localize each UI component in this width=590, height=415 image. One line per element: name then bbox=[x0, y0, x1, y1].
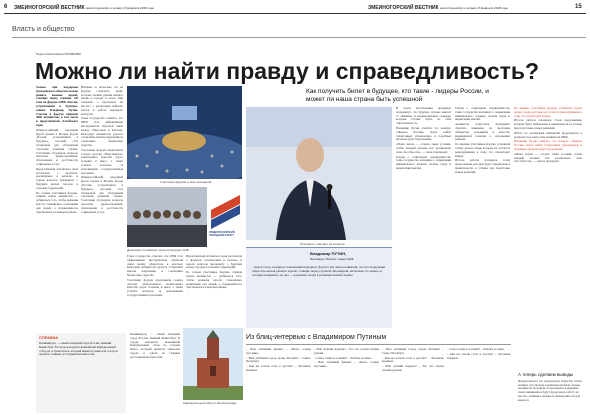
putin-photo bbox=[246, 107, 392, 240]
byline: Подготовила Ирина ПОЛЯКОВА bbox=[36, 52, 81, 56]
onf-logo bbox=[207, 190, 244, 245]
section-rule bbox=[12, 37, 586, 38]
col1-paragraph: Представители Алтайского края рассказали о проектах, реализуемых в регионе, и задали вопросы президенту о будущем малых городов и сельских территорий. bbox=[36, 166, 78, 190]
col3-paragraph: Глава государства отметил, что ОНФ стал эффективным инструментом обратной связи между обществом и властью. Благодаря активистам удалось остановить многие нарушения и сэкономить бюджетные средства. bbox=[127, 255, 183, 277]
masthead-right bbox=[368, 5, 508, 11]
blitz-item: – Кем вы хотели стать в детстве? – Летчиком, моряком. bbox=[447, 351, 511, 360]
page-number-left: 6 bbox=[4, 4, 8, 10]
delegation-caption: Делегация Алтайского края на форуме ОНФ bbox=[127, 248, 189, 252]
right-column-3 bbox=[514, 107, 582, 367]
info-sidebar-title: СПРАВКА bbox=[39, 335, 59, 340]
right-paragraph: По мнению участников форума, успешной страну делают люди, которые не остаются равнодушными к тому, что происходит вокруг. bbox=[455, 142, 510, 158]
quote-title: Президент России, лидер ОНФ bbox=[310, 257, 354, 261]
putin-illustration bbox=[246, 107, 392, 240]
right-paragraph: «Наша задача — создать такие условия, чтобы каждый человек мог реализовать свои способности», — сказал президент. bbox=[514, 151, 582, 164]
right-paragraph: Владимир Путин отметил, что конкурс «Лидеры России» помог найти талантливых управленцев, и подобные проекты будут продолжены. bbox=[396, 125, 451, 142]
masthead-left-info: www.zmgvestnik.ru четверг, 8 февраля 2018 года bbox=[85, 6, 154, 10]
right-paragraph-red: По мнению участников форума, успешной страну делают люди, которые не остаются равнодушными к тому, что происходит вокруг. bbox=[514, 107, 582, 118]
right-paragraph: Говоря о социальной справедливости, глава государства напомнил о повышении минимального размера оплаты труда и индексации пенсий. bbox=[455, 107, 510, 122]
info-sidebar bbox=[36, 333, 126, 413]
headline: Можно ли найти правду и справедливость? bbox=[35, 58, 540, 84]
col4-paragraph: Представители Алтайского края рассказали о проектах, реализуемых в регионе, и задали вопросы президенту о будущем малых городов и сельских территорий. bbox=[186, 255, 242, 270]
blitz-column-4 bbox=[447, 348, 511, 413]
blitz-rule bbox=[246, 344, 511, 345]
cathedral-illustration bbox=[183, 328, 243, 400]
blitz-item: – Самое главное в жизни? – Любовь и семья. bbox=[447, 348, 505, 351]
right-paragraph: Итогом работы площадок стали предложения, которые будут направлены в правительство и учтены при подготовке новых решений. bbox=[514, 118, 582, 130]
right-column-1 bbox=[396, 107, 451, 317]
column-4 bbox=[186, 255, 242, 327]
blitz-item: – Ваш любимый город, кроме Москвы? – Санкт-Петербург. bbox=[382, 348, 444, 355]
putin-caption: Президент отвечает на вопросы bbox=[300, 242, 345, 246]
info-sidebar-col2 bbox=[130, 333, 180, 413]
col1-paragraph: Общероссийский народный фронт провел в Москве форум «Россия, устремленная в будущее», который стал площадкой для обсуждения стратегии развития страны. Участники обсуждали вопросы экологии, здравоохранения, образования и доступности социальных услуг. bbox=[36, 127, 78, 166]
cathedral-caption: Кафедральный собор в Калининграде bbox=[183, 401, 237, 405]
lead-text bbox=[36, 86, 78, 306]
masthead-right-name: ЗМЕИНОГОРСКИЙ ВЕСТНИК bbox=[368, 5, 439, 11]
forum-hall-illustration bbox=[127, 86, 242, 179]
quote-name: Владимир ПУТИН, bbox=[310, 251, 347, 256]
blitz-item: – Кем вы хотели стать в детстве? – Летчиком, моряком. bbox=[246, 364, 311, 372]
masthead-left-name: ЗМЕИНОГОРСКИЙ ВЕСТНИК bbox=[14, 5, 85, 11]
delegation-illustration bbox=[127, 187, 207, 247]
header-rule bbox=[4, 13, 586, 14]
masthead-left bbox=[14, 5, 154, 11]
quote-box bbox=[246, 247, 392, 328]
quote-text: – Как и тогда, в период становления народного фронта мы четко понимали, что без поддержки общества нельзя решить задачи, стоящие перед страной. Мы видели, насколько это важно, и сегодня понимаем, что вы — надежная опора в развитии нашей страны. bbox=[252, 265, 386, 278]
cathedral-photo bbox=[183, 328, 243, 400]
right-paragraph: В своем выступлении президент подчеркнул, что будущее страны зависит от активных и неравнодушных граждан, которые готовы брать на себя ответственность. bbox=[396, 107, 451, 126]
col2-paragraph: Участники форума предложили создать систему общественного мониторинга качества дорог, больниц и школ, а также усилить контроль за исполнением государственных программ. bbox=[81, 147, 123, 175]
right-heading: Как получить билет в будущее, кто такие - лидеры России, и может ли наша страна быть успешной bbox=[306, 88, 489, 103]
col2-paragraph: Впервые за несколько лет на форуме собрались люди, которые своими руками меняют жизнь в городах и селах. Они говорили о проблемах на местах, о реализации майских указов и работе народного контроля. bbox=[81, 86, 123, 116]
right-paragraph: Работа по реализации инициатив продолжится в регионах под контролем активистов ОНФ. bbox=[514, 130, 582, 139]
forum-hall-photo bbox=[127, 86, 242, 179]
col3-paragraph: Участники форума предложили создать систему общественного мониторинга качества дорог, больниц и школ, а также усилить контроль за исполнением государственных программ. bbox=[127, 277, 183, 297]
conclusions-heading: А теперь сделаем выводы bbox=[518, 372, 574, 377]
lead-paragraph: Только при поддержке гражданского общества можно решить важные задачи, стоящие перед страной. Об этом на форуме ОНФ «Россия, устремленная в будущее» заявил Владимир Путин. Участие в форуме приняли 3000 активистов, в том числе и представители Алтайского края. bbox=[36, 86, 78, 127]
col1-paragraph: По словам участников форума, главная задача активистов — добиваться того, чтобы решения власти становились понятными для людей, а справедливость чувствовалась в каждом районе. bbox=[36, 190, 78, 214]
blitz-item: – Ваш лучший подарок? – Тот, что сделан своими руками. bbox=[314, 348, 379, 355]
info-sidebar-text: Калининград — самый западный город России, бывший Кенигсберг. В городе находится знаменитый Кафедральный собор на острове Канта, который является символом города и одной из главных достопримечательностей. bbox=[39, 341, 118, 357]
right-paragraph: Активисты попросили президента обратить внимание на проблемы обманутых дольщиков и качество медицинской помощи в отдаленных районах. bbox=[455, 122, 510, 142]
onf-logo-text: ОБЩЕРОССИЙСКИЙ НАРОДНЫЙ ФРОНТ bbox=[209, 231, 235, 237]
blitz-heading: Из блиц-интервью с Владимиром Путиным bbox=[246, 334, 387, 341]
right-paragraph-red: Владимир Путин отметил, что конкурс «Лидеры России» помог найти талантливых управленцев, и подобные проекты будут продолжены. bbox=[514, 139, 582, 151]
blitz-column-3 bbox=[382, 348, 444, 413]
column-2 bbox=[81, 86, 123, 330]
blitz-item: – Самое главное в жизни? – Любовь и семья. bbox=[314, 355, 372, 360]
col4-paragraph: По словам участников форума, главная задача активистов — добиваться того, чтобы решения власти становились понятными для людей, а справедливость чувствовалась в каждом районе. bbox=[186, 270, 242, 290]
delegation-photo bbox=[127, 187, 207, 247]
blitz-column-2 bbox=[314, 348, 379, 413]
right-paragraph: «Наша задача — создать такие условия, чтобы каждый человек мог реализовать свои способности», — сказал президент. bbox=[396, 142, 451, 154]
col1-paragraph: Общероссийский народный фронт провел в Москве форум «Россия, устремленная в будущее», который стал площадкой для обсуждения стратегии развития страны. Участники обсуждали вопросы экологии, здравоохранения, образования и доступности социальных услуг. bbox=[81, 175, 123, 214]
forum-hall-caption: Участники форума в зале заседаний bbox=[160, 180, 212, 184]
blitz-column-1 bbox=[246, 348, 311, 413]
conclusions-text: Форум показал, что гражданское общество готово активно участвовать в решении проблем страны. Активисты получили от президента поддержку своих инициатив и будут продолжать работу на местах, добиваясь правды и справедливости для каждого. bbox=[518, 380, 583, 402]
right-paragraph: Итогом работы площадок стали предложения, которые будут направлены в правительство и учтены при подготовке новых решений. bbox=[455, 158, 510, 174]
col2-paragraph: Глава государства отметил, что ОНФ стал эффективным инструментом обратной связи между обществом и властью. Благодаря активистам удалось остановить многие нарушения и сэкономить бюджетные средства. bbox=[81, 116, 123, 147]
page-number-right: 15 bbox=[575, 4, 582, 10]
blitz-item: – Ваш любимый фильм? – «Белое солнце пустыни». bbox=[246, 348, 311, 355]
blitz-item: – Кем вы хотели стать в детстве? – Летчиком, моряком. bbox=[382, 355, 444, 364]
section-title: Власть и общество bbox=[12, 26, 75, 33]
right-paragraph: Говоря о социальной справедливости, глава государства напомнил о повышении минимального размера оплаты труда и индексации пенсий. bbox=[396, 154, 451, 170]
blitz-item: – Ваш любимый фильм? – «Белое солнце пустыни». bbox=[314, 360, 379, 369]
blitz-item: – Ваш лучший подарок? – Тот, что сделан своими руками. bbox=[382, 364, 444, 372]
column-3 bbox=[127, 255, 183, 327]
blitz-item: – Ваш любимый город, кроме Москвы? – Санкт-Петербург. bbox=[246, 355, 311, 364]
right-column-2 bbox=[455, 107, 510, 317]
info-paragraph: Калининград — самый западный город России, бывший Кенигсберг. В городе находится знаменитый Кафедральный собор на острове Канта, который является символом города и одной из главных достопримечательностей. bbox=[130, 333, 180, 359]
masthead-right-info: www.zmgvestnik.ru четверг, 8 февраля 2018 года bbox=[439, 6, 508, 10]
